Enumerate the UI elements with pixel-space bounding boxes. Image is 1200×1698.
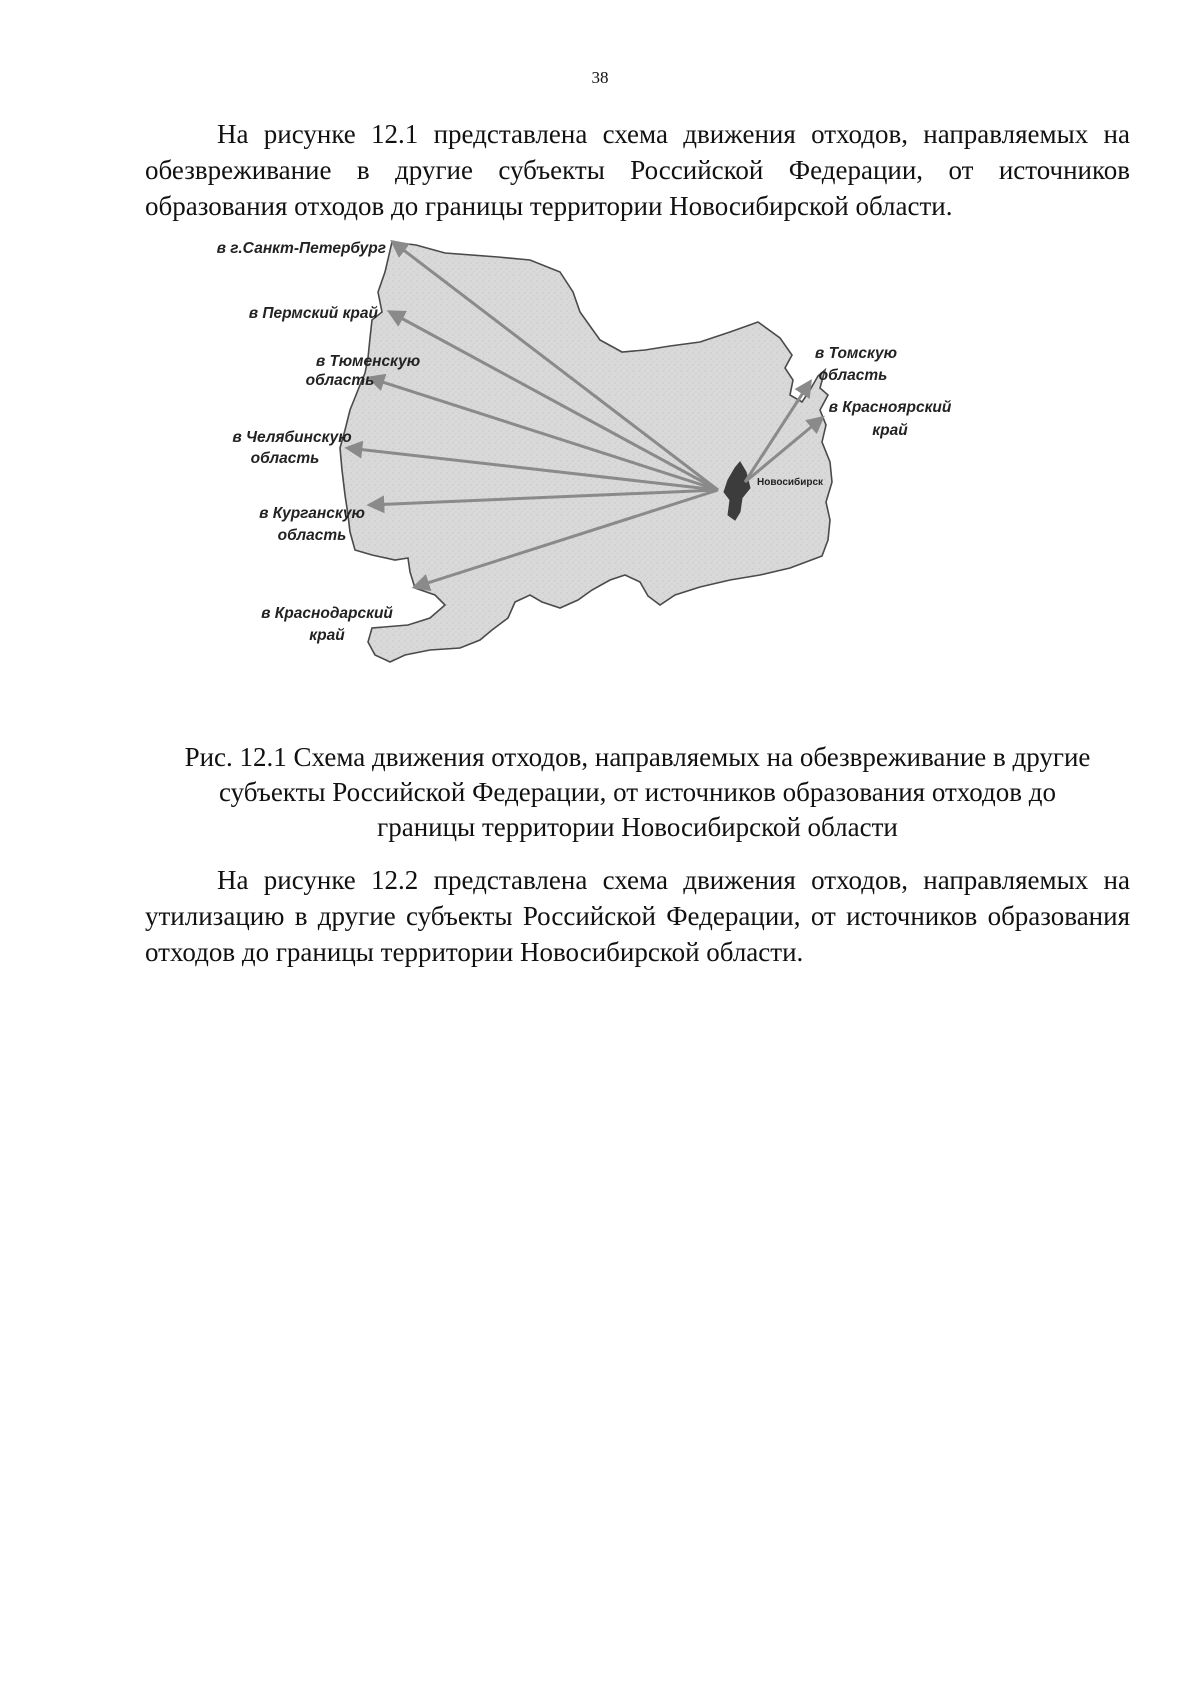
label-krasnoyarsk-1: в Красноярский xyxy=(828,399,952,416)
label-tomsk-1: в Томскую xyxy=(814,345,898,362)
label-perm: в Пермский край xyxy=(248,305,378,322)
label-krasnodar-1: в Краснодарский xyxy=(261,605,393,622)
label-chelyabinsk-2: область xyxy=(250,450,320,467)
label-tyumen-1: в Тюменскую xyxy=(315,353,421,370)
label-tomsk-2: область xyxy=(818,367,888,384)
label-krasnodar-2: край xyxy=(309,627,345,644)
caption-line-1: Рис. 12.1 Схема движения отходов, направляемых на обезвреживание в другие xyxy=(184,742,1091,772)
figure-caption xyxy=(145,740,1130,845)
label-tyumen-2: область xyxy=(305,372,375,389)
label-krasnoyarsk-2: край xyxy=(872,422,908,439)
caption-line-2: субъекты Российской Федерации, от источников образования отходов до xyxy=(219,777,1056,807)
label-novosibirsk: Новосибирск xyxy=(757,477,824,488)
map-svg xyxy=(216,240,952,730)
label-kurgan-2: область xyxy=(277,527,347,544)
region-outline xyxy=(340,242,832,662)
second-paragraph: На рисунке 12.2 представлена схема движения отходов, направляемых на утилизацию в другие субъекты Российской Федерации, от источников образования отходов до границы территории Новосибирской области. xyxy=(145,865,1130,967)
intro-paragraph: На рисунке 12.1 представлена схема движения отходов, направляемых на обезвреживание в другие субъекты Российской Федерации, от источников образования отходов до границы территории Новосибирской области. xyxy=(145,119,1130,221)
page-number: 38 xyxy=(591,68,609,87)
waste-flow-map xyxy=(216,240,952,730)
caption-line-3: границы территории Новосибирской области xyxy=(377,812,898,842)
label-kurgan-1: в Курганскую xyxy=(259,505,365,522)
label-chelyabinsk-1: в Челябинскую xyxy=(232,429,352,446)
label-spb: в г.Санкт-Петербург xyxy=(216,240,386,257)
